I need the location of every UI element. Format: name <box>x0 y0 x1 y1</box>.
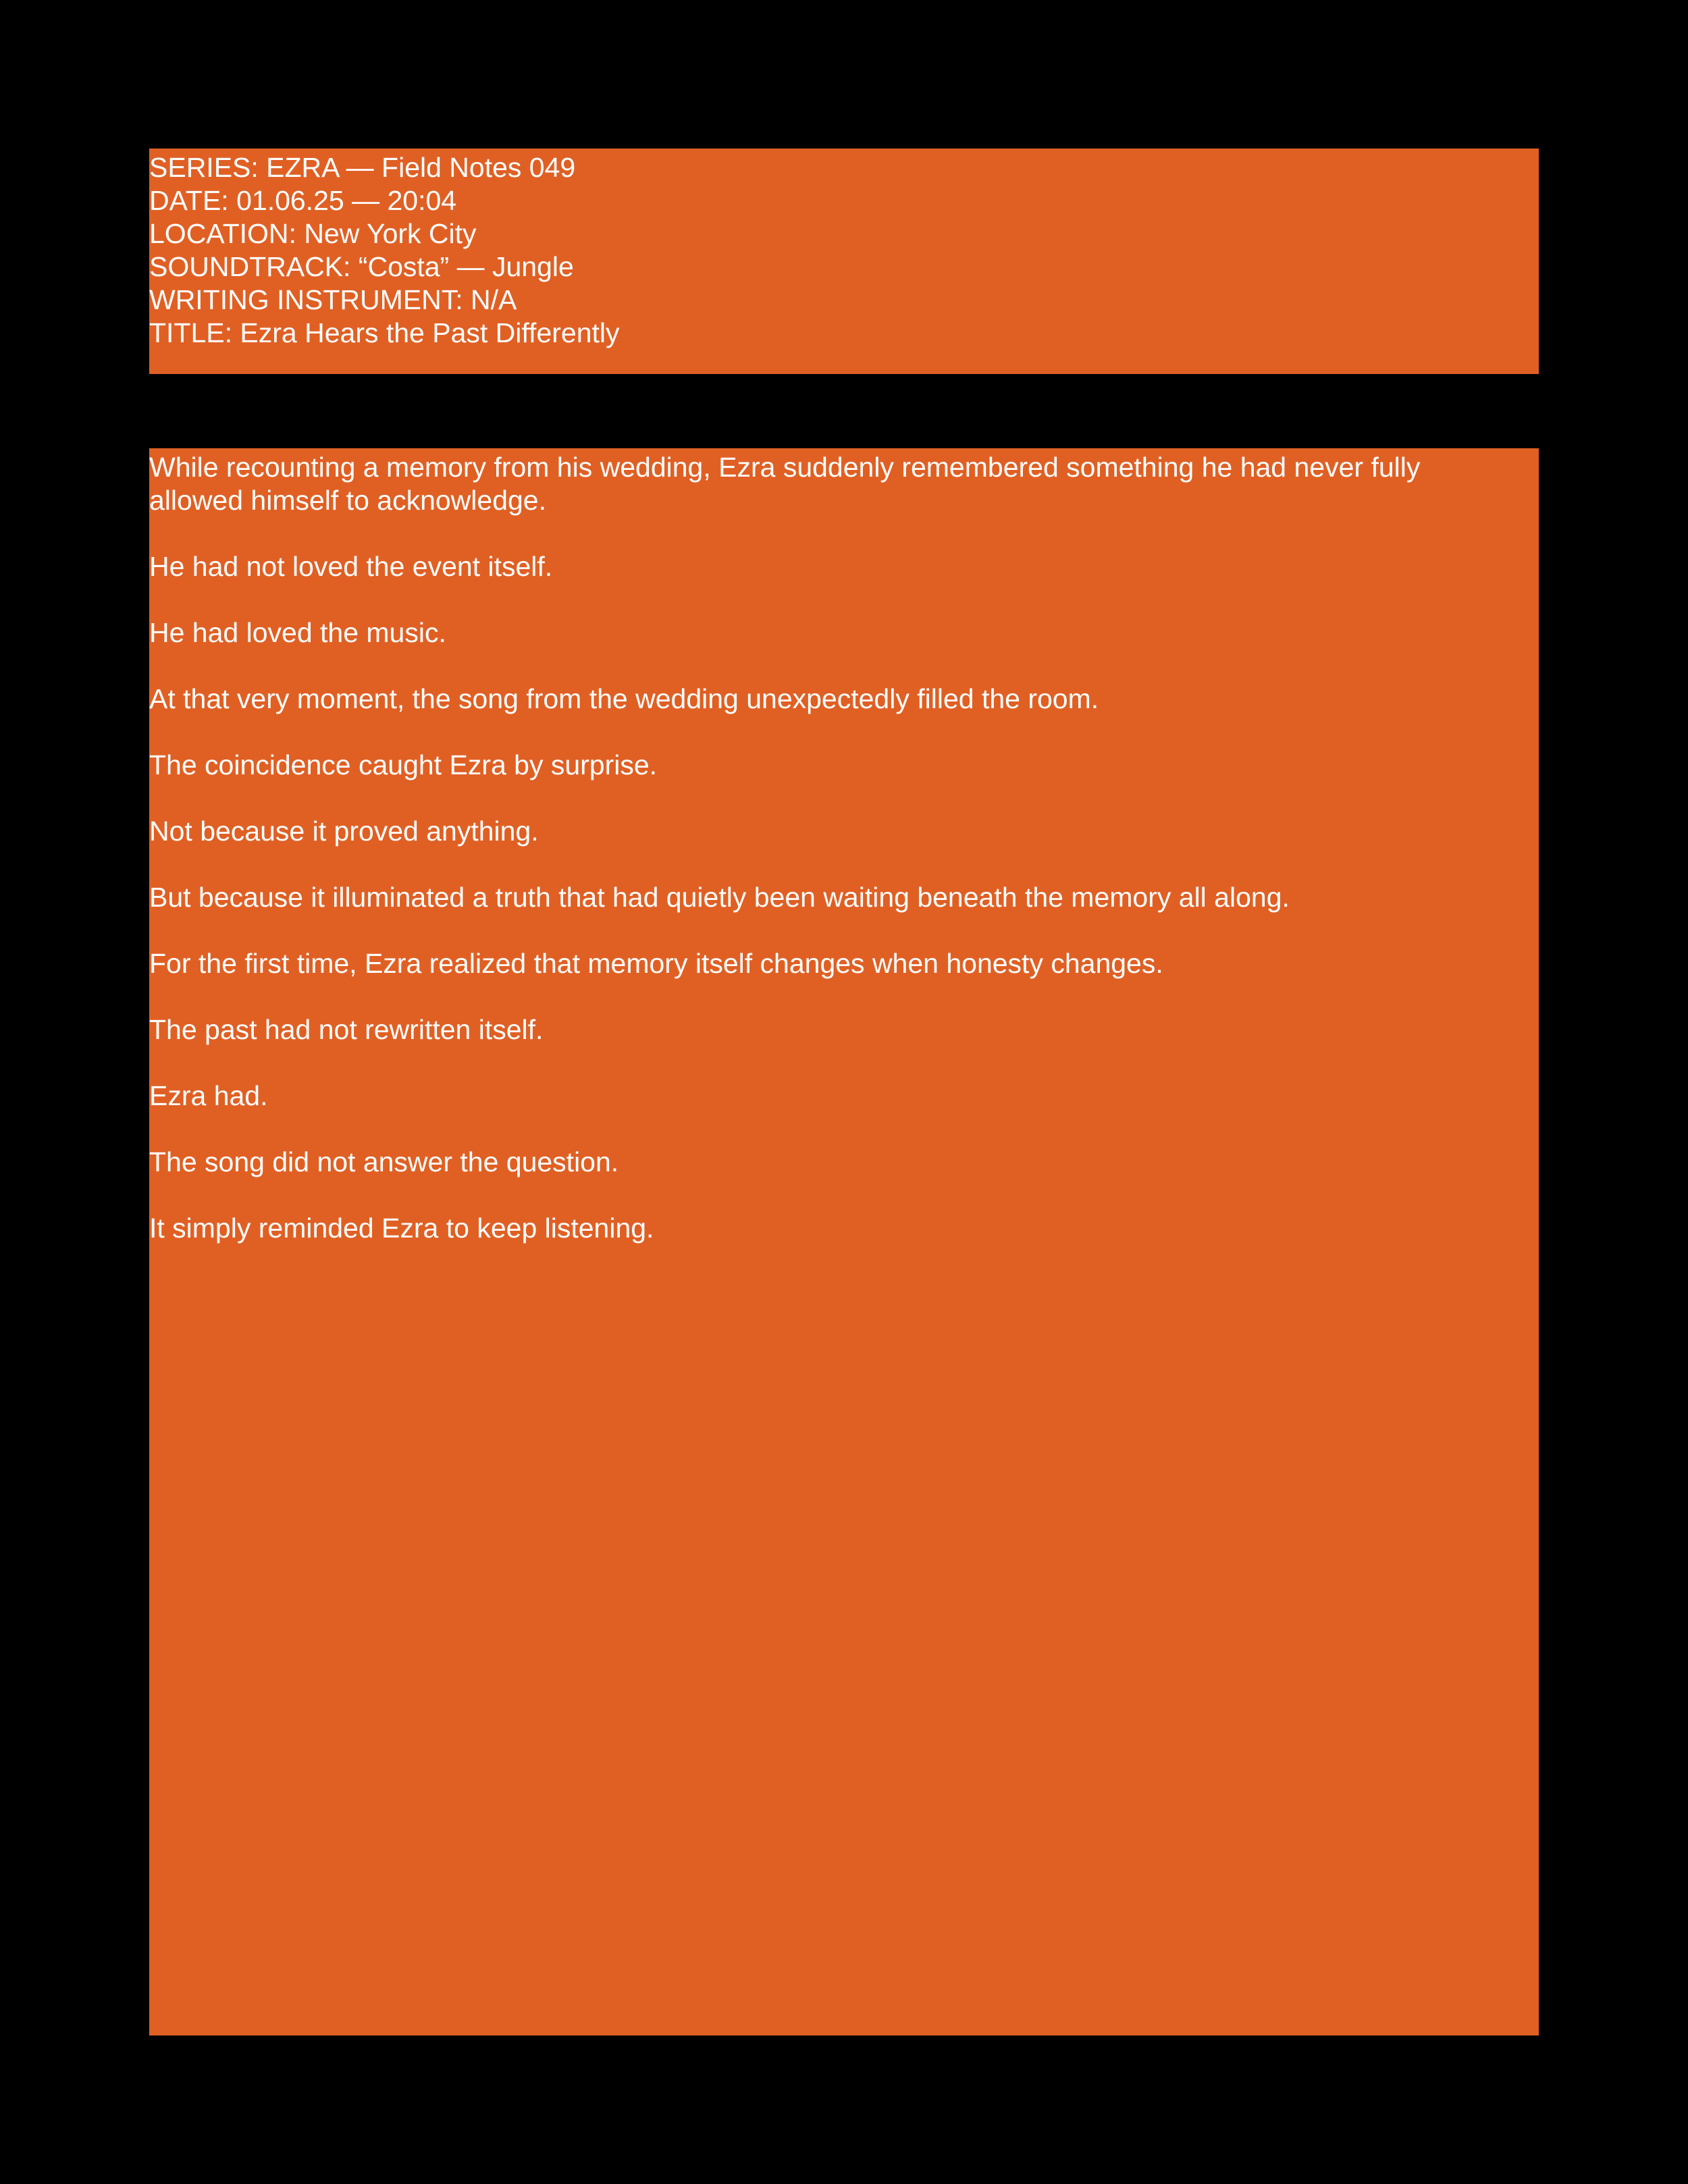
paragraph: The song did not answer the question. <box>149 1146 619 1177</box>
series-line: SERIES: EZRA — Field Notes 049 <box>149 152 576 183</box>
body-panel <box>149 448 1539 2035</box>
paragraph: He had loved the music. <box>149 617 446 648</box>
paragraph: The past had not rewritten itself. <box>149 1014 544 1045</box>
paragraph: But because it illuminated a truth that had quietly been waiting beneath the memory all along. <box>149 882 1290 913</box>
paragraph: At that very moment, the song from the wedding unexpectedly filled the room. <box>149 683 1099 714</box>
paragraph: Ezra had. <box>149 1080 268 1111</box>
soundtrack-line: SOUNDTRACK: “Costa” — Jungle <box>149 251 574 282</box>
title-line: TITLE: Ezra Hears the Past Differently <box>149 317 620 348</box>
paragraph: It simply reminded Ezra to keep listening. <box>149 1213 654 1244</box>
header-panel <box>149 149 1539 374</box>
writing-instrument-line: WRITING INSTRUMENT: N/A <box>149 284 517 315</box>
paragraph: Not because it proved anything. <box>149 816 539 847</box>
date-line: DATE: 01.06.25 — 20:04 <box>149 185 457 216</box>
paragraph: While recounting a memory from his wedding, Ezra suddenly remembered something he had never fully allowed himself to acknowledge. <box>149 452 1421 516</box>
paragraph: He had not loved the event itself. <box>149 551 553 582</box>
metadata-block <box>149 149 1539 350</box>
paragraph: The coincidence caught Ezra by surprise. <box>149 749 658 780</box>
location-line: LOCATION: New York City <box>149 218 477 249</box>
paragraph: For the first time, Ezra realized that memory itself changes when honesty changes. <box>149 948 1163 979</box>
note-body <box>149 448 1539 1245</box>
